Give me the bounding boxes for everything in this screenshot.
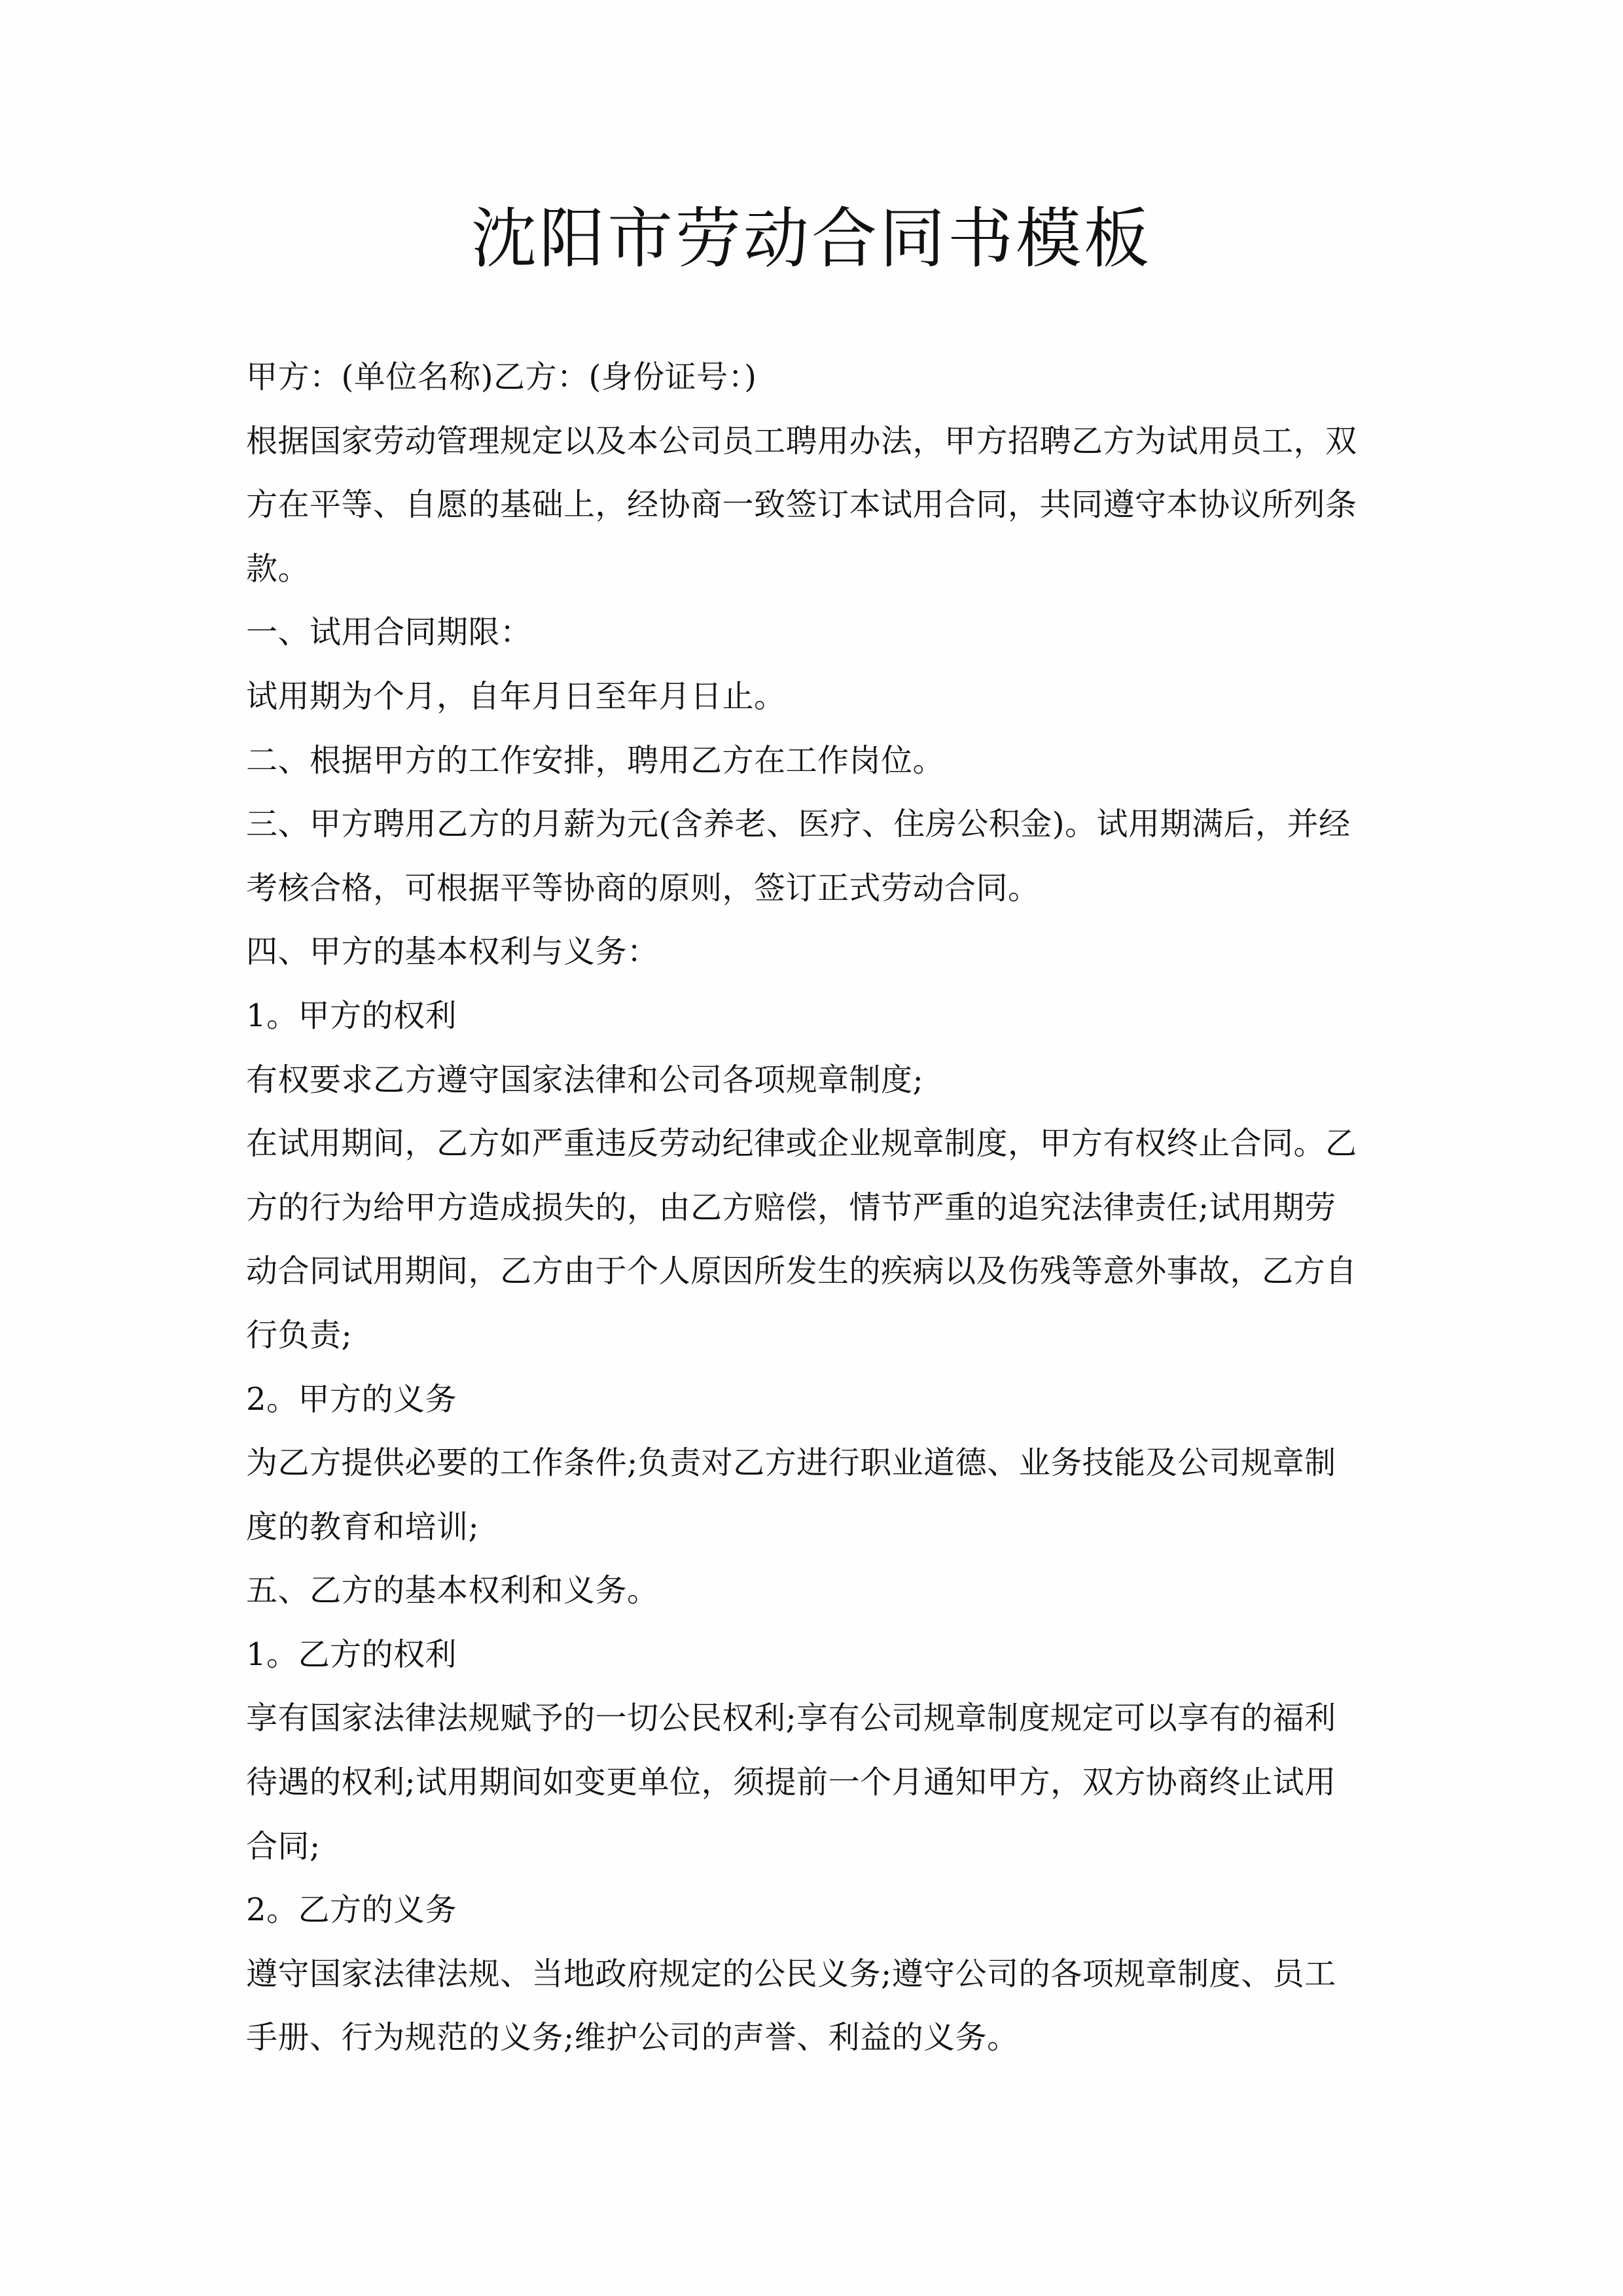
paragraph-line: 遵守国家法律法规、当地政府规定的公民义务;遵守公司的各项规章制度、员工 <box>246 1955 1336 1992</box>
preamble-line: 款。 <box>246 550 310 587</box>
paragraph-line: 行负责; <box>246 1316 353 1354</box>
paragraph-line: 度的教育和培训; <box>246 1508 480 1545</box>
paragraph-line: 享有国家法律法规赋予的一切公民权利;享有公司规章制度规定可以享有的福利 <box>246 1700 1336 1737</box>
paragraph-line: 有权要求乙方遵守国家法律和公司各项规章制度; <box>246 1061 924 1098</box>
paragraph-line: 手册、行为规范的义务;维护公司的声誉、利益的义务。 <box>246 2019 1019 2056</box>
section-heading-2: 二、根据甲方的工作安排，聘用乙方在工作岗位。 <box>246 742 945 779</box>
paragraph-line: 为乙方提供必要的工作条件;负责对乙方进行职业道德、业务技能及公司规章制 <box>246 1444 1336 1482</box>
document-body <box>246 346 1385 2070</box>
paragraph-line: 方的行为给甲方造成损失的，由乙方赔偿，情节严重的追究法律责任;试用期劳 <box>246 1189 1336 1226</box>
section-heading-3: 三、甲方聘用乙方的月薪为元(含养老、医疗、住房公积金)。试用期满后，并经 <box>246 806 1351 843</box>
preamble-line: 根据国家劳动管理规定以及本公司员工聘用办法，甲方招聘乙方为试用员工，双 <box>246 422 1357 459</box>
paragraph-line: 考核合格，可根据平等协商的原则，签订正式劳动合同。 <box>246 869 1040 906</box>
paragraph-line: 合同; <box>246 1827 321 1865</box>
subsection-heading: 2。甲方的义务 <box>246 1380 457 1418</box>
paragraph-line: 试用期为个月，自年月日至年月日止。 <box>246 677 786 715</box>
section-heading-4: 四、甲方的基本权利与义务： <box>246 933 659 971</box>
document-title: 沈阳市劳动合同书模板 <box>471 200 1152 277</box>
paragraph-line: 在试用期间，乙方如严重违反劳动纪律或企业规章制度，甲方有权终止合同。乙 <box>246 1125 1357 1162</box>
subsection-heading: 1。甲方的权利 <box>246 997 457 1034</box>
subsection-heading: 2。乙方的义务 <box>246 1892 457 1929</box>
subsection-heading: 1。乙方的权利 <box>246 1636 457 1673</box>
paragraph-line: 动合同试用期间，乙方由于个人原因所发生的疾病以及伤残等意外事故，乙方自 <box>246 1253 1357 1290</box>
paragraph-line: 待遇的权利;试用期间如变更单位，须提前一个月通知甲方，双方协商终止试用 <box>246 1764 1336 1801</box>
section-heading-5: 五、乙方的基本权利和义务。 <box>246 1572 659 1609</box>
section-heading-1: 一、试用合同期限： <box>246 614 532 651</box>
party-info-line: 甲方：(单位名称)乙方：(身份证号：) <box>246 359 757 395</box>
preamble-line: 方在平等、自愿的基础上，经协商一致签订本试用合同，共同遵守本协议所列条 <box>246 486 1357 524</box>
